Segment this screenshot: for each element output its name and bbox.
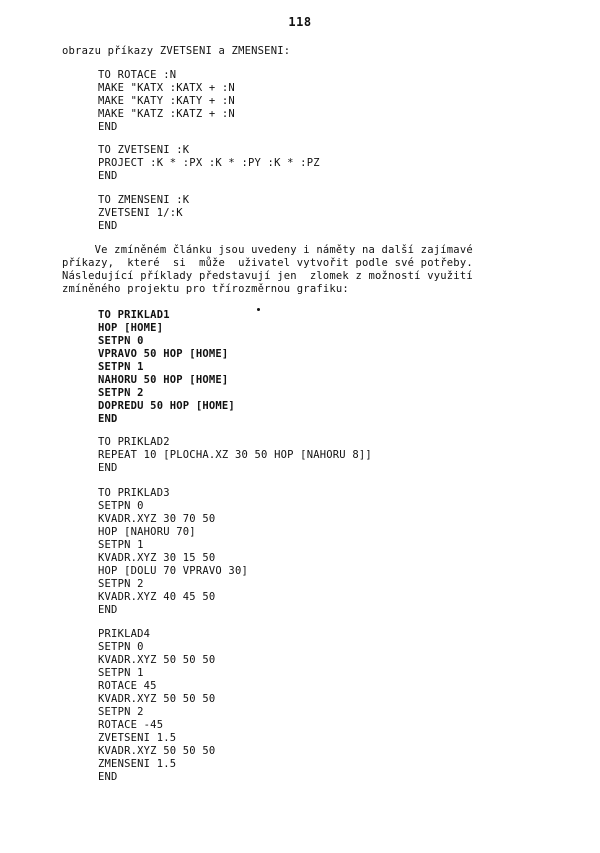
- code-line: ZMENSENI 1.5: [98, 758, 177, 770]
- code-line: TO ROTACE :N: [98, 69, 177, 81]
- code-line: KVADR.XYZ 30 70 50: [98, 513, 216, 525]
- code-line: MAKE "KATZ :KATZ + :N: [98, 108, 235, 120]
- code-line: KVADR.XYZ 40 45 50: [98, 591, 216, 603]
- code-line: DOPREDU 50 HOP [HOME]: [98, 400, 235, 412]
- code-line: TO PRIKLAD3: [98, 487, 170, 499]
- paragraph-line: zmíněného projektu pro třírozměrnou grafiku:: [62, 283, 349, 295]
- code-line: ZVETSENI 1.5: [98, 732, 177, 744]
- code-line: SETPN 0: [98, 335, 144, 347]
- code-line: ROTACE 45: [98, 680, 157, 692]
- code-line: HOP [HOME]: [98, 322, 164, 334]
- code-line: MAKE "KATY :KATY + :N: [98, 95, 235, 107]
- code-line: SETPN 1: [98, 539, 144, 551]
- code-line: SETPN 0: [98, 641, 144, 653]
- code-line: ROTACE -45: [98, 719, 164, 731]
- code-line: PROJECT :K * :PX :K * :PY :K * :PZ: [98, 157, 320, 169]
- code-line: PRIKLAD4: [98, 628, 151, 640]
- code-line: END: [98, 604, 118, 616]
- code-line: END: [98, 462, 118, 474]
- code-line: SETPN 2: [98, 578, 144, 590]
- code-line: KVADR.XYZ 50 50 50: [98, 745, 216, 757]
- code-line: HOP [NAHORU 70]: [98, 526, 196, 538]
- code-line: SETPN 2: [98, 706, 144, 718]
- code-line: SETPN 2: [98, 387, 144, 399]
- code-line: TO ZMENSENI :K: [98, 194, 190, 206]
- code-line: END: [98, 121, 118, 133]
- code-line: END: [98, 771, 118, 783]
- page-number: 118: [288, 15, 312, 29]
- code-line: TO PRIKLAD2: [98, 436, 170, 448]
- code-line: REPEAT 10 [PLOCHA.XZ 30 50 HOP [NAHORU 8]]: [98, 449, 372, 461]
- code-line: END: [98, 413, 118, 425]
- code-line: END: [98, 170, 118, 182]
- paragraph-line: Ve zmíněném článku jsou uvedeny i náměty na další zajímavé: [62, 244, 473, 256]
- code-line: TO PRIKLAD1: [98, 309, 170, 321]
- code-line: SETPN 0: [98, 500, 144, 512]
- code-line: END: [98, 220, 118, 232]
- code-line: KVADR.XYZ 50 50 50: [98, 654, 216, 666]
- code-line: HOP [DOLU 70 VPRAVO 30]: [98, 565, 248, 577]
- code-line: NAHORU 50 HOP [HOME]: [98, 374, 229, 386]
- paragraph-line: Následující příklady představují jen zlomek z možností využití: [62, 270, 473, 282]
- code-line: KVADR.XYZ 50 50 50: [98, 693, 216, 705]
- code-line: SETPN 1: [98, 361, 144, 373]
- code-line: TO ZVETSENI :K: [98, 144, 190, 156]
- code-line: SETPN 1: [98, 667, 144, 679]
- stray-dot: [257, 308, 260, 311]
- code-line: VPRAVO 50 HOP [HOME]: [98, 348, 229, 360]
- code-line: KVADR.XYZ 30 15 50: [98, 552, 216, 564]
- code-line: MAKE "KATX :KATX + :N: [98, 82, 235, 94]
- intro-line: obrazu příkazy ZVETSENI a ZMENSENI:: [62, 45, 291, 57]
- code-line: ZVETSENI 1/:K: [98, 207, 183, 219]
- paragraph-line: příkazy, které si může uživatel vytvořit podle své potřeby.: [62, 257, 473, 269]
